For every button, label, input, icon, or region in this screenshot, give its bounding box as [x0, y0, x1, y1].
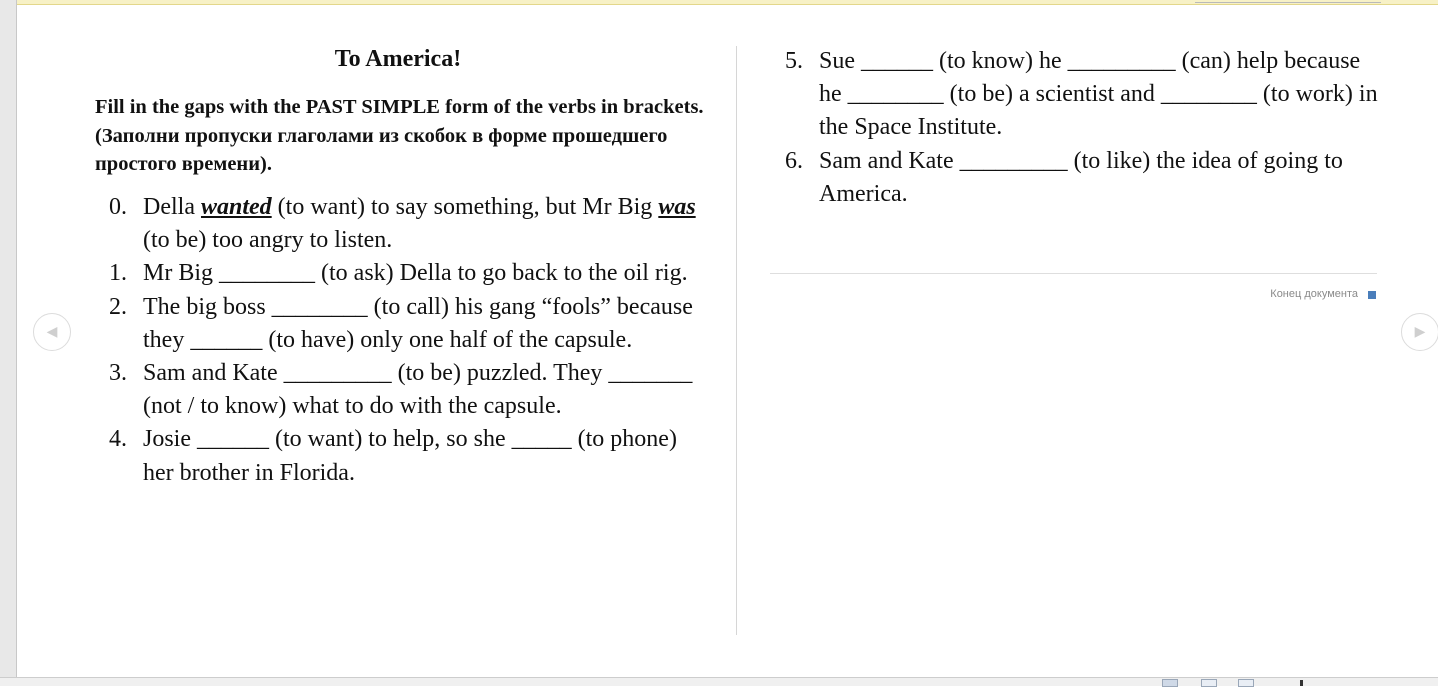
item-number: 1. — [109, 260, 127, 287]
zoom-slider-handle[interactable] — [1300, 680, 1303, 686]
item-number: 0. — [109, 194, 127, 220]
item-number: 5. — [785, 48, 803, 74]
arrow-left-icon: ◀ — [46, 324, 58, 340]
exercise-list-right — [785, 45, 1385, 211]
instructions-text: Fill in the gaps with the PAST SIMPLE form of the verbs in brackets. (Заполни пропуски глаголами из скобок в форме прошедшего простого времени). — [95, 96, 704, 175]
item-text-part: (to want) to say something, but Mr Big — [271, 194, 659, 220]
read-mode-view-button[interactable] — [1162, 679, 1178, 687]
item-text: Sue ______ (to know) he _________ (can) help because he ________ (to be) a scientist and ________ (to work) in the Space Institute. — [819, 48, 1378, 141]
top-strip-field — [1195, 0, 1381, 3]
item-text-part: Della — [143, 194, 201, 220]
item-text: Josie ______ (to want) to help, so she _____ (to phone) her brother in Florida. — [143, 426, 677, 486]
item-number: 6. — [785, 147, 803, 174]
print-layout-view-button[interactable] — [1201, 679, 1217, 687]
exercise-item-5 — [785, 45, 1385, 145]
page-title: To America! — [334, 46, 462, 72]
item-number: 4. — [109, 426, 127, 453]
exercise-item-1 — [109, 257, 709, 290]
item-text-part: (to be) too angry to listen. — [143, 227, 393, 254]
item-text: Mr Big ________ (to ask) Della to go back to the oil rig. — [143, 260, 688, 287]
left-window-edge — [0, 0, 17, 685]
item-number: 3. — [109, 360, 127, 387]
web-layout-view-button[interactable] — [1238, 679, 1254, 687]
exercise-item-0 — [109, 191, 709, 257]
exercise-item-3 — [109, 357, 709, 423]
exercise-list-left — [109, 191, 709, 490]
next-page-button[interactable] — [1401, 313, 1438, 351]
item-text: Sam and Kate _________ (to be) puzzled. They _______ (not / to know) what to do with the capsule. — [143, 360, 693, 420]
answer-example-2: was — [658, 194, 696, 220]
end-of-document-marker — [1368, 291, 1376, 299]
item-number: 2. — [109, 293, 127, 320]
end-of-document-label: Конец документа — [1270, 288, 1358, 300]
exercise-item-4 — [109, 423, 709, 489]
answer-example-1: wanted — [200, 194, 272, 220]
previous-page-button[interactable] — [33, 313, 71, 351]
exercise-item-6 — [785, 145, 1385, 211]
item-text: Sam and Kate _________ (to like) the idea of going to America. — [819, 147, 1343, 207]
end-of-document-rule — [770, 273, 1377, 274]
arrow-right-icon: ▶ — [1414, 324, 1426, 340]
item-text: The big boss ________ (to call) his gang “fools” because they ______ (to have) only one half of the capsule. — [143, 293, 693, 353]
column-divider — [736, 46, 737, 635]
exercise-item-2 — [109, 291, 709, 357]
